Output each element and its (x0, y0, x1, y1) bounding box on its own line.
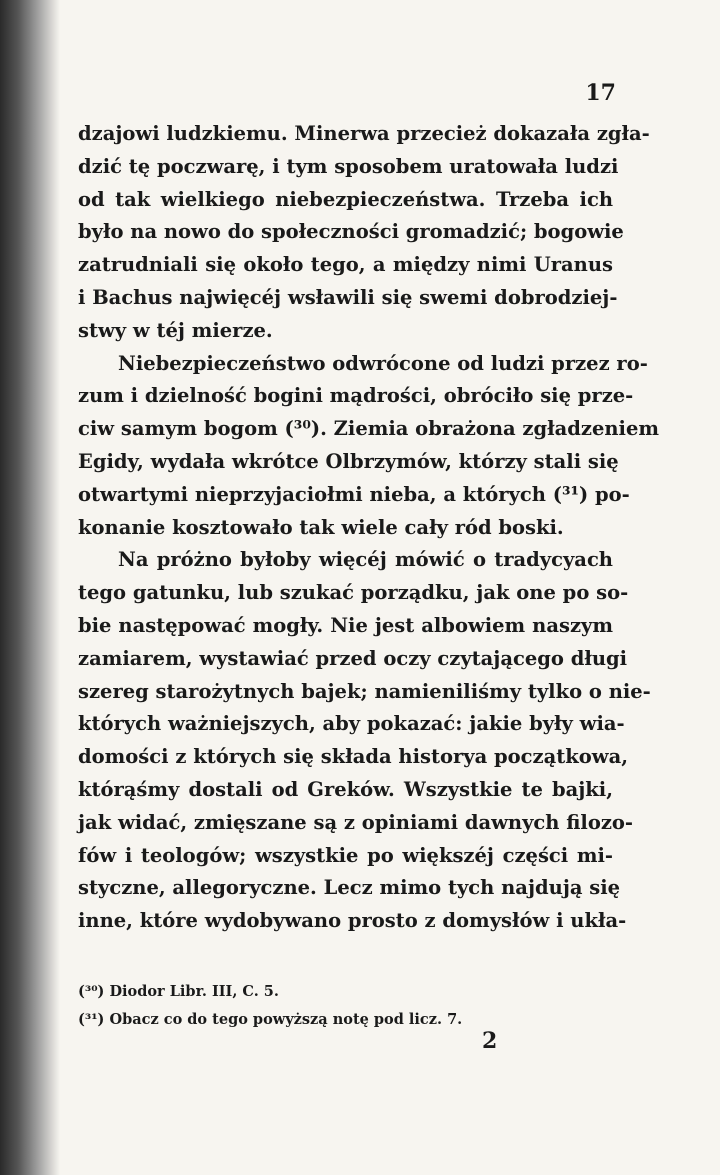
text-line: dzić tę poczwarę, i tym sposobem uratowała ludzi (78, 154, 619, 178)
text-line: których ważniejszych, aby pokazać: jakie były wia- (78, 712, 625, 736)
text-line: zamiarem, wystawiać przed oczy czytającego długi (78, 646, 628, 670)
text-line: szereg starożytnych bajek; namieniliśmy tylko o nie- (78, 679, 651, 703)
text-line: otwartymi nieprzyjaciołmi nieba, a których (³¹) po- (78, 482, 630, 506)
text-line: od tak wielkiego niebezpieczeństwa. Trzeba ich (78, 187, 613, 211)
footnotes (78, 978, 613, 1034)
page-number: 17 (585, 80, 616, 106)
text-line: było na nowo do społeczności gromadzić; bogowie (78, 220, 624, 244)
text-line: konanie kosztowało tak wiele cały ród boski. (78, 515, 564, 539)
text-line: styczne, allegoryczne. Lecz mimo tych najdują się (78, 876, 621, 900)
text-line: jak widać, zmięszane są z opiniami dawnych filozo- (78, 810, 634, 834)
footnote: (³¹) Obacz co do tego powyższą notę pod licz. 7. (78, 1011, 463, 1028)
text-line: i Bachus najwięcéj wsławili się swemi dobrodziej- (78, 285, 618, 309)
body-text (78, 118, 660, 938)
text-line: którąśmy dostali od Greków. Wszystkie te bajki, (78, 777, 613, 801)
text-line: stwy w téj mierze. (78, 318, 273, 342)
text-line: Niebezpieczeństwo odwrócone od ludzi przez ro- (118, 351, 648, 375)
text-line: zatrudniali się około tego, a między nimi Uranus (78, 253, 613, 277)
text-line: inne, które wydobywano prosto z domysłów i ukła- (78, 909, 627, 933)
binding-edge (0, 0, 60, 1175)
text-line: Na próżno byłoby więcéj mówić o tradycyach (118, 548, 613, 572)
text-line: tego gatunku, lub szukać porządku, jak one po so- (78, 581, 629, 605)
footnote: (³⁰) Diodor Libr. III, C. 5. (78, 983, 279, 1000)
text-line: fów i teologów; wszystkie po większéj części mi- (78, 843, 613, 867)
text-line: domości z których się składa historya początkowa, (78, 745, 628, 769)
signature-mark: 2 (482, 1028, 498, 1054)
text-line: Egidy, wydała wkrótce Olbrzymów, którzy stali się (78, 449, 619, 473)
text-line: dzajowi ludzkiemu. Minerwa przecież dokazała zgła- (78, 122, 650, 145)
text-line: zum i dzielność bogini mądrości, obróciło się prze- (78, 384, 634, 408)
text-line: ciw samym bogom (³⁰). Ziemia obrażona zgładzeniem (78, 417, 660, 441)
text-line: bie następować mogły. Nie jest albowiem naszym (78, 613, 613, 637)
